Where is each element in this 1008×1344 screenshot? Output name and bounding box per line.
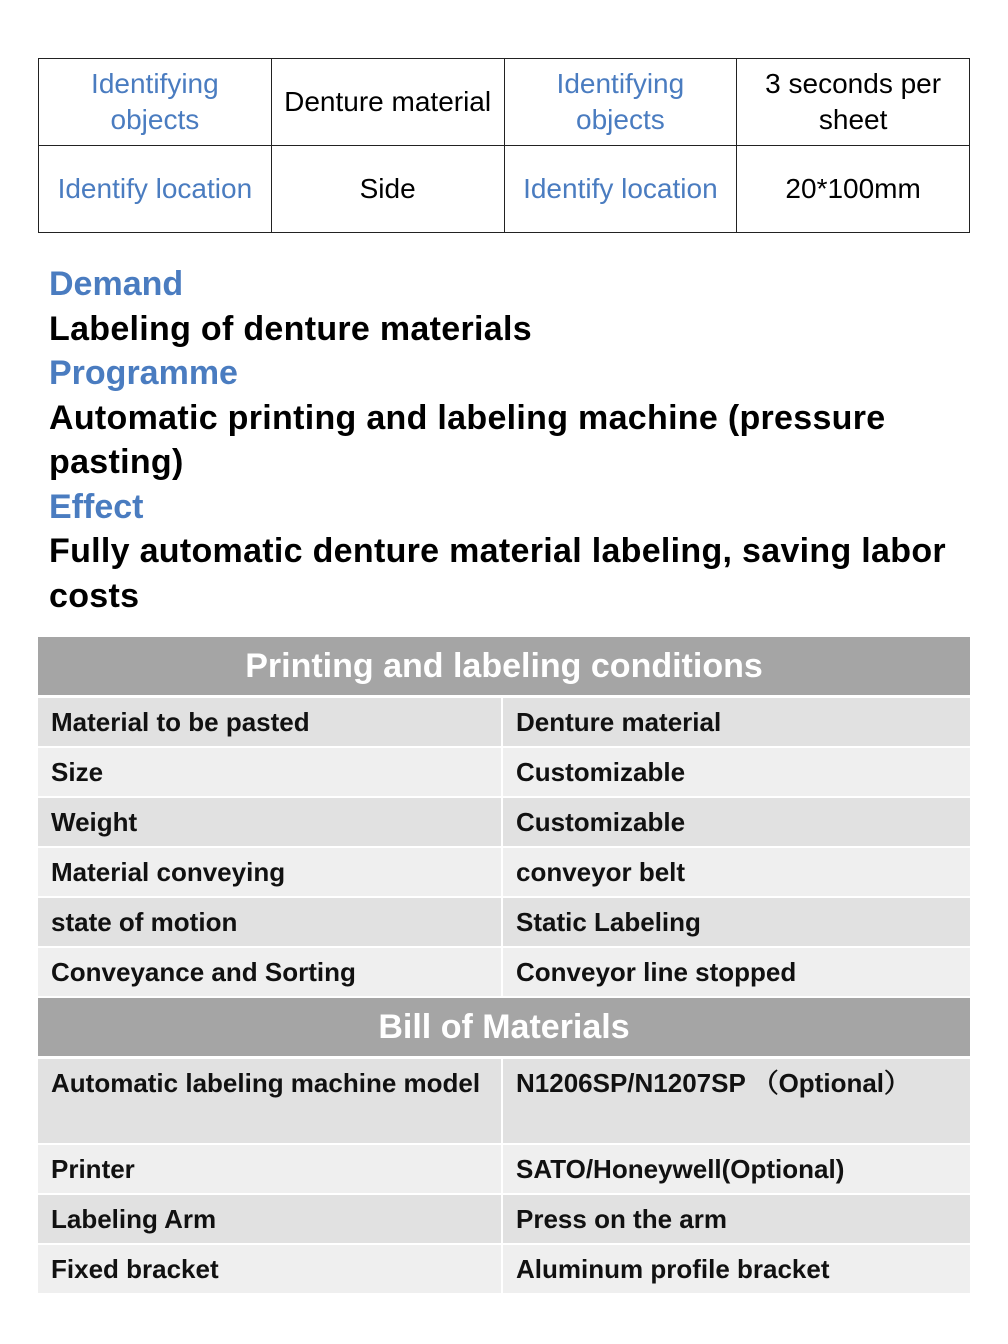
- bom-key: Labeling Arm: [38, 1195, 503, 1243]
- info-value-cell: Side: [271, 146, 504, 233]
- demand-text: Labeling of denture materials: [49, 309, 532, 348]
- info-label-cell: Identify location: [504, 146, 737, 233]
- info-table: [38, 58, 970, 233]
- table-row: [38, 948, 970, 998]
- info-value-cell: Denture material: [271, 59, 504, 146]
- table-row: [38, 698, 970, 748]
- table-row: [38, 1245, 970, 1295]
- condition-key: Size: [38, 748, 503, 796]
- info-label-cell: Identify location: [39, 146, 272, 233]
- spec-table: [38, 637, 970, 1295]
- table-row: [38, 1059, 970, 1145]
- table-row: [38, 748, 970, 798]
- condition-key: Conveyance and Sorting: [38, 948, 503, 996]
- bom-value: N1206SP/N1207SP （Optional）: [503, 1059, 970, 1143]
- table-row: [38, 898, 970, 948]
- effect-text: Fully automatic denture material labeling, saving labor costs: [49, 532, 946, 615]
- condition-key: state of motion: [38, 898, 503, 946]
- info-row: [39, 59, 970, 146]
- info-value-cell: 20*100mm: [737, 146, 970, 233]
- bom-key: Automatic labeling machine model: [38, 1059, 503, 1143]
- info-label-cell: Identifying objects: [39, 59, 272, 146]
- bom-value: Press on the arm: [503, 1195, 970, 1243]
- bom-title: Bill of Materials: [38, 998, 970, 1059]
- info-row: [39, 146, 970, 233]
- info-label-cell: Identifying objects: [504, 59, 737, 146]
- condition-value: Customizable: [503, 748, 970, 796]
- condition-key: Weight: [38, 798, 503, 846]
- condition-key: Material conveying: [38, 848, 503, 896]
- condition-value: Conveyor line stopped: [503, 948, 970, 996]
- demand-heading: Demand: [49, 265, 184, 303]
- effect-heading: Effect: [49, 487, 144, 526]
- table-row: [38, 848, 970, 898]
- description-block: [49, 262, 949, 618]
- conditions-title: Printing and labeling conditions: [38, 637, 970, 698]
- condition-value: Denture material: [503, 698, 970, 746]
- programme-heading: Programme: [49, 354, 238, 392]
- condition-value: Customizable: [503, 798, 970, 846]
- bom-value: SATO/Honeywell(Optional): [503, 1145, 970, 1193]
- info-value-cell: 3 seconds per sheet: [737, 59, 970, 146]
- bom-key: Printer: [38, 1145, 503, 1193]
- programme-text: Automatic printing and labeling machine (pressure pasting): [49, 398, 886, 481]
- table-row: [38, 798, 970, 848]
- condition-key: Material to be pasted: [38, 698, 503, 746]
- condition-value: Static Labeling: [503, 898, 970, 946]
- table-row: [38, 1145, 970, 1195]
- bom-value: Aluminum profile bracket: [503, 1245, 970, 1293]
- condition-value: conveyor belt: [503, 848, 970, 896]
- table-row: [38, 1195, 970, 1245]
- bom-key: Fixed bracket: [38, 1245, 503, 1293]
